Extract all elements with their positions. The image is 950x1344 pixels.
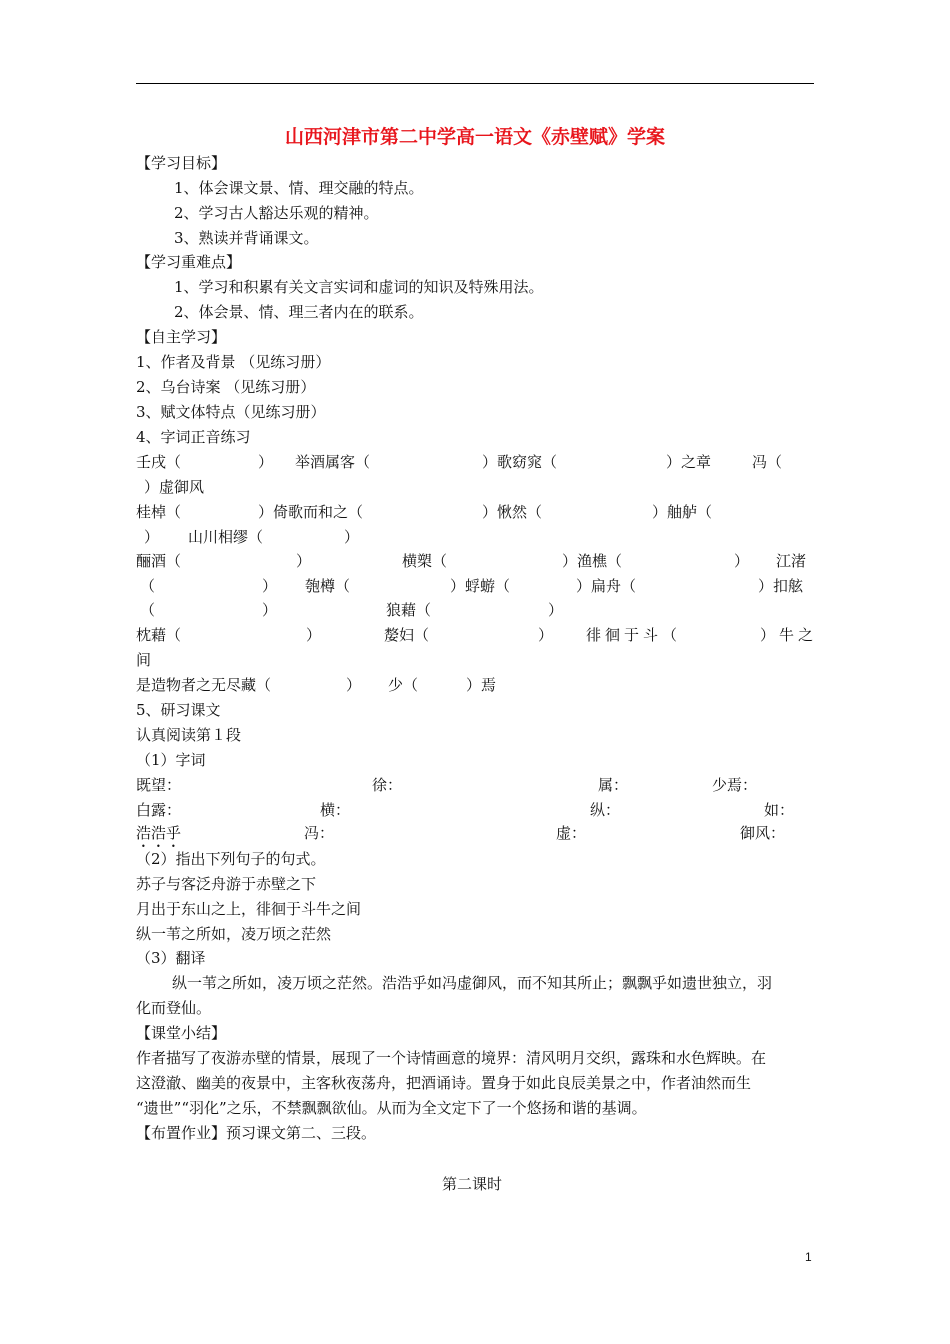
pron-item: ）	[344, 528, 360, 546]
translate-text: 化而登仙。	[136, 999, 212, 1017]
pron-item: ）扁舟（	[576, 577, 637, 595]
word-item: 冯：	[304, 824, 335, 842]
pron-item: ）之章	[666, 453, 712, 471]
sentence-item: 月出于东山之上，徘徊于斗牛之间	[136, 900, 362, 918]
goal-item: 2、学习古人豁达乐观的精神。	[174, 204, 379, 222]
pron-item: ）	[262, 577, 278, 595]
summary-line: 作者描写了夜游赤壁的情景，展现了一个诗情画意的境界：清风明月交织，露珠和水色辉映。在	[136, 1049, 767, 1067]
pron-item: 壬戌（	[136, 453, 182, 471]
sentence-item: 苏子与客泛舟游于赤壁之下	[136, 875, 317, 893]
word-item: 纵：	[590, 801, 621, 819]
word-item: 少焉：	[712, 776, 758, 794]
sentences-header: （2）指出下列句子的句式。	[136, 850, 326, 868]
self-study-item: 2、乌台诗案 （见练习册）	[136, 378, 316, 396]
pron-item: 嫠妇（	[384, 626, 430, 644]
summary-header: 【课堂小结】	[136, 1024, 227, 1042]
homework-text: 预习课文第二、三段。	[226, 1124, 377, 1142]
self-study-item: 4、字词正音练习	[136, 428, 251, 446]
pron-item: （	[140, 601, 156, 619]
pron-item: ）	[548, 601, 564, 619]
study-instruction: 认真阅读第１段	[136, 726, 242, 744]
pron-item: 桂棹（	[136, 503, 182, 521]
goals-header: 【学习目标】	[136, 154, 227, 172]
difficulty-item: 1、学习和积累有关文言实词和虚词的知识及特殊用法。	[174, 278, 544, 296]
pron-item: ）焉	[466, 676, 497, 694]
self-study-item: 3、赋文体特点（见练习册）	[136, 403, 326, 421]
pron-item: ）虚御风	[144, 478, 205, 496]
word-item: 既望：	[136, 776, 182, 794]
pron-item: ）	[734, 552, 750, 570]
pron-item: ）	[296, 552, 312, 570]
goal-item: 1、体会课文景、情、理交融的特点。	[174, 179, 424, 197]
goal-item: 3、熟读并背诵课文。	[174, 229, 319, 247]
pron-item: 匏樽（	[305, 577, 351, 595]
pron-item: 狼藉（	[386, 601, 432, 619]
sentence-item: 纵一苇之所如，凌万顷之茫然	[136, 925, 332, 943]
pron-item: ）蜉蝣（	[450, 577, 511, 595]
pron-item: 举酒属客（	[295, 453, 371, 471]
pron-item: ）	[346, 676, 362, 694]
pron-item: 酾酒（	[136, 552, 182, 570]
homework	[136, 1122, 376, 1144]
pron-item: 横槊（	[402, 552, 448, 570]
pron-item: ）牛之	[760, 626, 818, 644]
pron-item: 枕藉（	[136, 626, 182, 644]
self-study-header: 【自主学习】	[136, 328, 227, 346]
pron-item: 冯（	[752, 453, 783, 471]
pron-item: ）舳舻（	[652, 503, 713, 521]
pron-item: ）	[306, 626, 322, 644]
pron-item: 徘徊于斗（	[586, 626, 682, 644]
next-lesson-heading: 第二课时	[442, 1175, 503, 1193]
pron-item: ）倚歌而和之（	[258, 503, 364, 521]
pron-item: 山川相缪（	[188, 528, 264, 546]
pron-item: ）	[538, 626, 554, 644]
pron-item: ）愀然（	[482, 503, 543, 521]
word-item: 白露：	[136, 801, 182, 819]
translate-text: 纵一苇之所如，凌万顷之茫然。浩浩乎如冯虚御风，而不知其所止；飘飘乎如遗世独立，羽	[172, 974, 773, 992]
pron-item: ）渔樵（	[562, 552, 623, 570]
difficulties-header: 【学习重难点】	[136, 253, 242, 271]
translate-header: （3）翻译	[136, 949, 206, 967]
self-study-item: 1、作者及背景 （见练习册）	[136, 353, 331, 371]
word-item: 如：	[764, 801, 795, 819]
word-item: 横：	[320, 801, 351, 819]
summary-line: “遗世”“羽化”之乐，不禁飘飘欲仙。从而为全文定下了一个悠扬和谐的基调。	[136, 1099, 647, 1117]
pron-item: 间	[136, 651, 152, 669]
page-number: 1	[805, 1250, 812, 1264]
pron-item: ）	[262, 601, 278, 619]
pron-item: （	[140, 577, 156, 595]
pron-item: ）歌窈窕（	[482, 453, 558, 471]
word-item: 徐：	[372, 776, 403, 794]
header-rule	[136, 83, 814, 84]
word-item: 御风：	[740, 824, 786, 842]
pron-item: 少（	[388, 676, 419, 694]
pron-item: ）	[144, 528, 160, 546]
summary-line: 这澄澈、幽美的夜景中，主客秋夜荡舟，把酒诵诗。置身于如此良辰美景之中，作者油然而生	[136, 1074, 752, 1092]
pron-item: ）扣舷	[758, 577, 804, 595]
pron-item: 江渚	[776, 552, 807, 570]
word-item: 虚：	[556, 824, 587, 842]
word-item: 属：	[598, 776, 629, 794]
study-header: 5、研习课文	[136, 701, 221, 719]
difficulty-item: 2、体会景、情、理三者内在的联系。	[174, 303, 424, 321]
pron-item: ）	[258, 453, 274, 471]
homework-header: 【布置作业】	[136, 1124, 227, 1142]
pron-item: 是造物者之无尽藏（	[136, 676, 272, 694]
words-header: （1）字词	[136, 751, 206, 769]
document-title: 山西河津市第二中学高一语文《赤壁赋》学案	[284, 126, 665, 148]
word-item: 浩浩乎	[136, 824, 182, 842]
